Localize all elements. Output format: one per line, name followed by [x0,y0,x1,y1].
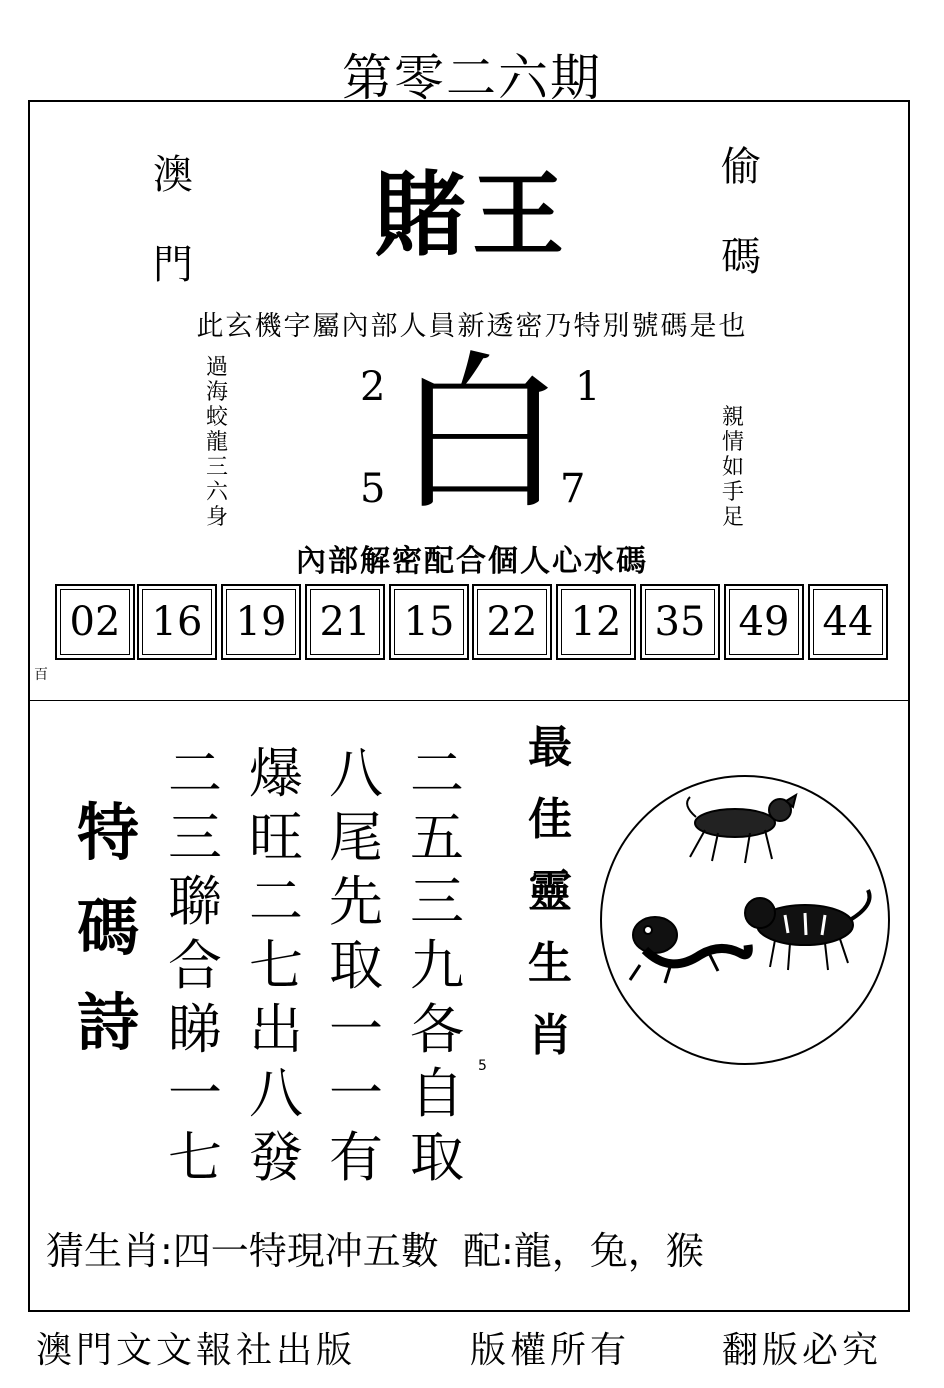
number-value: 44 [822,599,874,645]
number-box [556,584,636,660]
poem-title: 特碼詩 [76,796,139,1059]
number-value: 35 [654,599,706,645]
dog-icon [687,795,796,863]
riddle-big-char: 白 [395,336,566,534]
corner-digit-bottom-right: 7 [560,466,586,512]
zodiac-animals [600,775,890,1065]
corner-digit-top-right: 1 [575,364,601,410]
number-box [55,584,135,660]
number-value: 02 [69,599,121,645]
riddle-right-vertical: 親情如手足 [721,405,744,530]
poem-column-4: 二五三九各自取 [410,742,464,1189]
corner-digit-top-left: 2 [360,364,386,410]
margin-mark-left: 百 [34,667,48,683]
number-box [808,584,888,660]
number-box [137,584,217,660]
number-box [305,584,385,660]
left-vertical-text: 澳門 [153,152,193,288]
number-box [389,584,469,660]
footer-publisher: 澳門文文報社出版 [36,1330,357,1371]
zodiac-title: 最佳靈生肖 [528,722,572,1061]
number-box [724,584,804,660]
number-value: 15 [403,599,455,645]
riddle-left-vertical: 過海蛟龍三六身 [205,355,228,530]
guess-line: 猜生肖:四一特現冲五數 配:龍，兔，猴 [46,1229,704,1273]
divider-line [28,700,910,701]
number-box [472,584,552,660]
main-title: 賭王 [373,162,570,269]
footer-rights: 版權所有 [470,1330,631,1371]
number-value: 49 [738,599,790,645]
number-value: 21 [319,599,371,645]
margin-mark-poem: 5 [478,1058,487,1074]
number-value: 22 [486,599,538,645]
number-box [640,584,720,660]
dragon-icon [630,917,748,983]
right-vertical-text: 偷碼 [721,144,761,280]
number-value: 16 [151,599,203,645]
poem-column-1: 二三聯合睇一七 [168,742,222,1189]
number-value: 19 [235,599,287,645]
footer-warning: 翻版必究 [722,1330,883,1371]
corner-digit-bottom-left: 5 [360,466,386,512]
poem-column-3: 八尾先取一一有 [329,742,383,1189]
tiger-icon [745,890,870,970]
number-box [221,584,301,660]
poem-column-2: 爆旺二七出八發 [249,742,303,1189]
number-value: 12 [570,599,622,645]
section-title: 內部解密配合個人心水碼 [296,544,648,579]
issue-title: 第零二六期 [342,49,602,107]
subtitle: 此玄機字屬內部人員新透密乃特別號碼是也 [196,311,748,342]
